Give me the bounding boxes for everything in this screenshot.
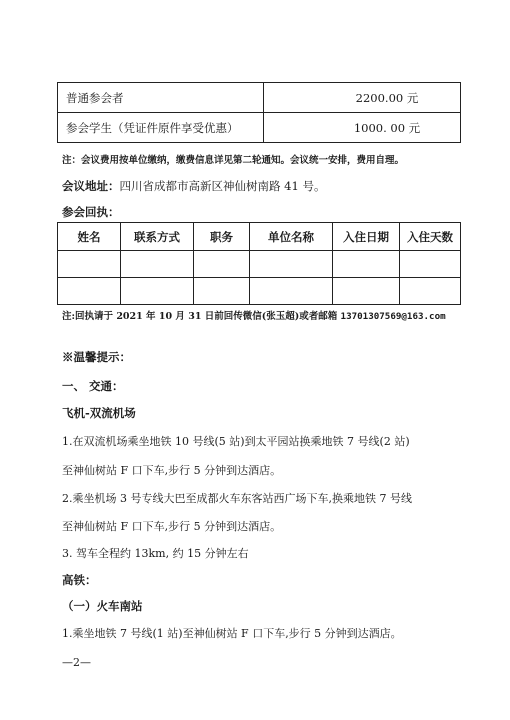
blank-cell[interactable] [400,251,461,278]
fee-table [57,82,461,143]
receipt-header-row [58,223,461,251]
rail-title: 高铁： [62,573,97,587]
fee-note: 注：会议费用按单位缴纳，缴费信息详见第二轮通知。会议统一安排，费用自理。 [62,155,405,166]
receipt-note-text: 注:回执请于 2021 年 10 月 31 日前回传微信(张玉超)或者邮箱 [62,311,341,322]
blank-cell[interactable] [58,251,121,278]
page-number: —2— [62,656,91,669]
fee-amount-regular: 2200.00 元 [264,83,461,113]
section-transport: 一、 交通： [62,379,124,393]
blank-cell[interactable] [58,278,121,305]
blank-cell[interactable] [250,251,333,278]
blank-cell[interactable] [333,278,400,305]
airport-line-2: 至神仙树站 F 口下车,步行 5 分钟到达酒店。 [62,464,282,477]
header-stay-days: 入住天数 [400,223,461,251]
blank-cell[interactable] [194,278,250,305]
header-checkin-date: 入住日期 [333,223,400,251]
header-position: 职务 [194,223,250,251]
fee-label-student: 参会学生（凭证件原件享受优惠） [58,113,264,143]
airport-line-4: 至神仙树站 F 口下车,步行 5 分钟到达酒店。 [62,520,282,533]
tips-title: ※温馨提示： [62,350,131,364]
meeting-address [62,178,325,194]
rail-line-1: 1.乘坐地铁 7 号线(1 站)至神仙树站 F 口下车,步行 5 分钟到达酒店。 [62,627,402,640]
fee-label-regular: 普通参会者 [58,83,264,113]
address-value: 四川省成都市高新区神仙树南路 41 号。 [119,179,326,193]
blank-cell[interactable] [250,278,333,305]
airport-line-3: 2.乘坐机场 3 号专线大巴至成都火车东客站西广场下车,换乘地铁 7 号线 [62,492,412,505]
table-row [58,83,461,113]
table-row [58,251,461,278]
receipt-note [62,308,446,322]
table-row [58,113,461,143]
blank-cell[interactable] [333,251,400,278]
header-name: 姓名 [58,223,121,251]
table-row [58,278,461,305]
blank-cell[interactable] [121,278,194,305]
address-label: 会议地址： [62,179,120,193]
blank-cell[interactable] [194,251,250,278]
fee-amount-student: 1000. 00 元 [264,113,461,143]
rail-south-station: （一）火车南站 [62,599,143,613]
header-contact: 联系方式 [121,223,194,251]
airport-line-1: 1.在双流机场乘坐地铁 10 号线(5 站)到太平园站换乘地铁 7 号线(2 站) [62,435,410,448]
airport-line-5: 3. 驾车全程约 13km, 约 15 分钟左右 [62,547,249,560]
blank-cell[interactable] [400,278,461,305]
blank-cell[interactable] [121,251,194,278]
receipt-table [57,222,461,305]
receipt-title: 参会回执： [62,205,120,219]
receipt-email: 13701307569@163.com [340,311,446,322]
header-organization: 单位名称 [250,223,333,251]
airport-title: 飞机-双流机场 [62,406,136,420]
